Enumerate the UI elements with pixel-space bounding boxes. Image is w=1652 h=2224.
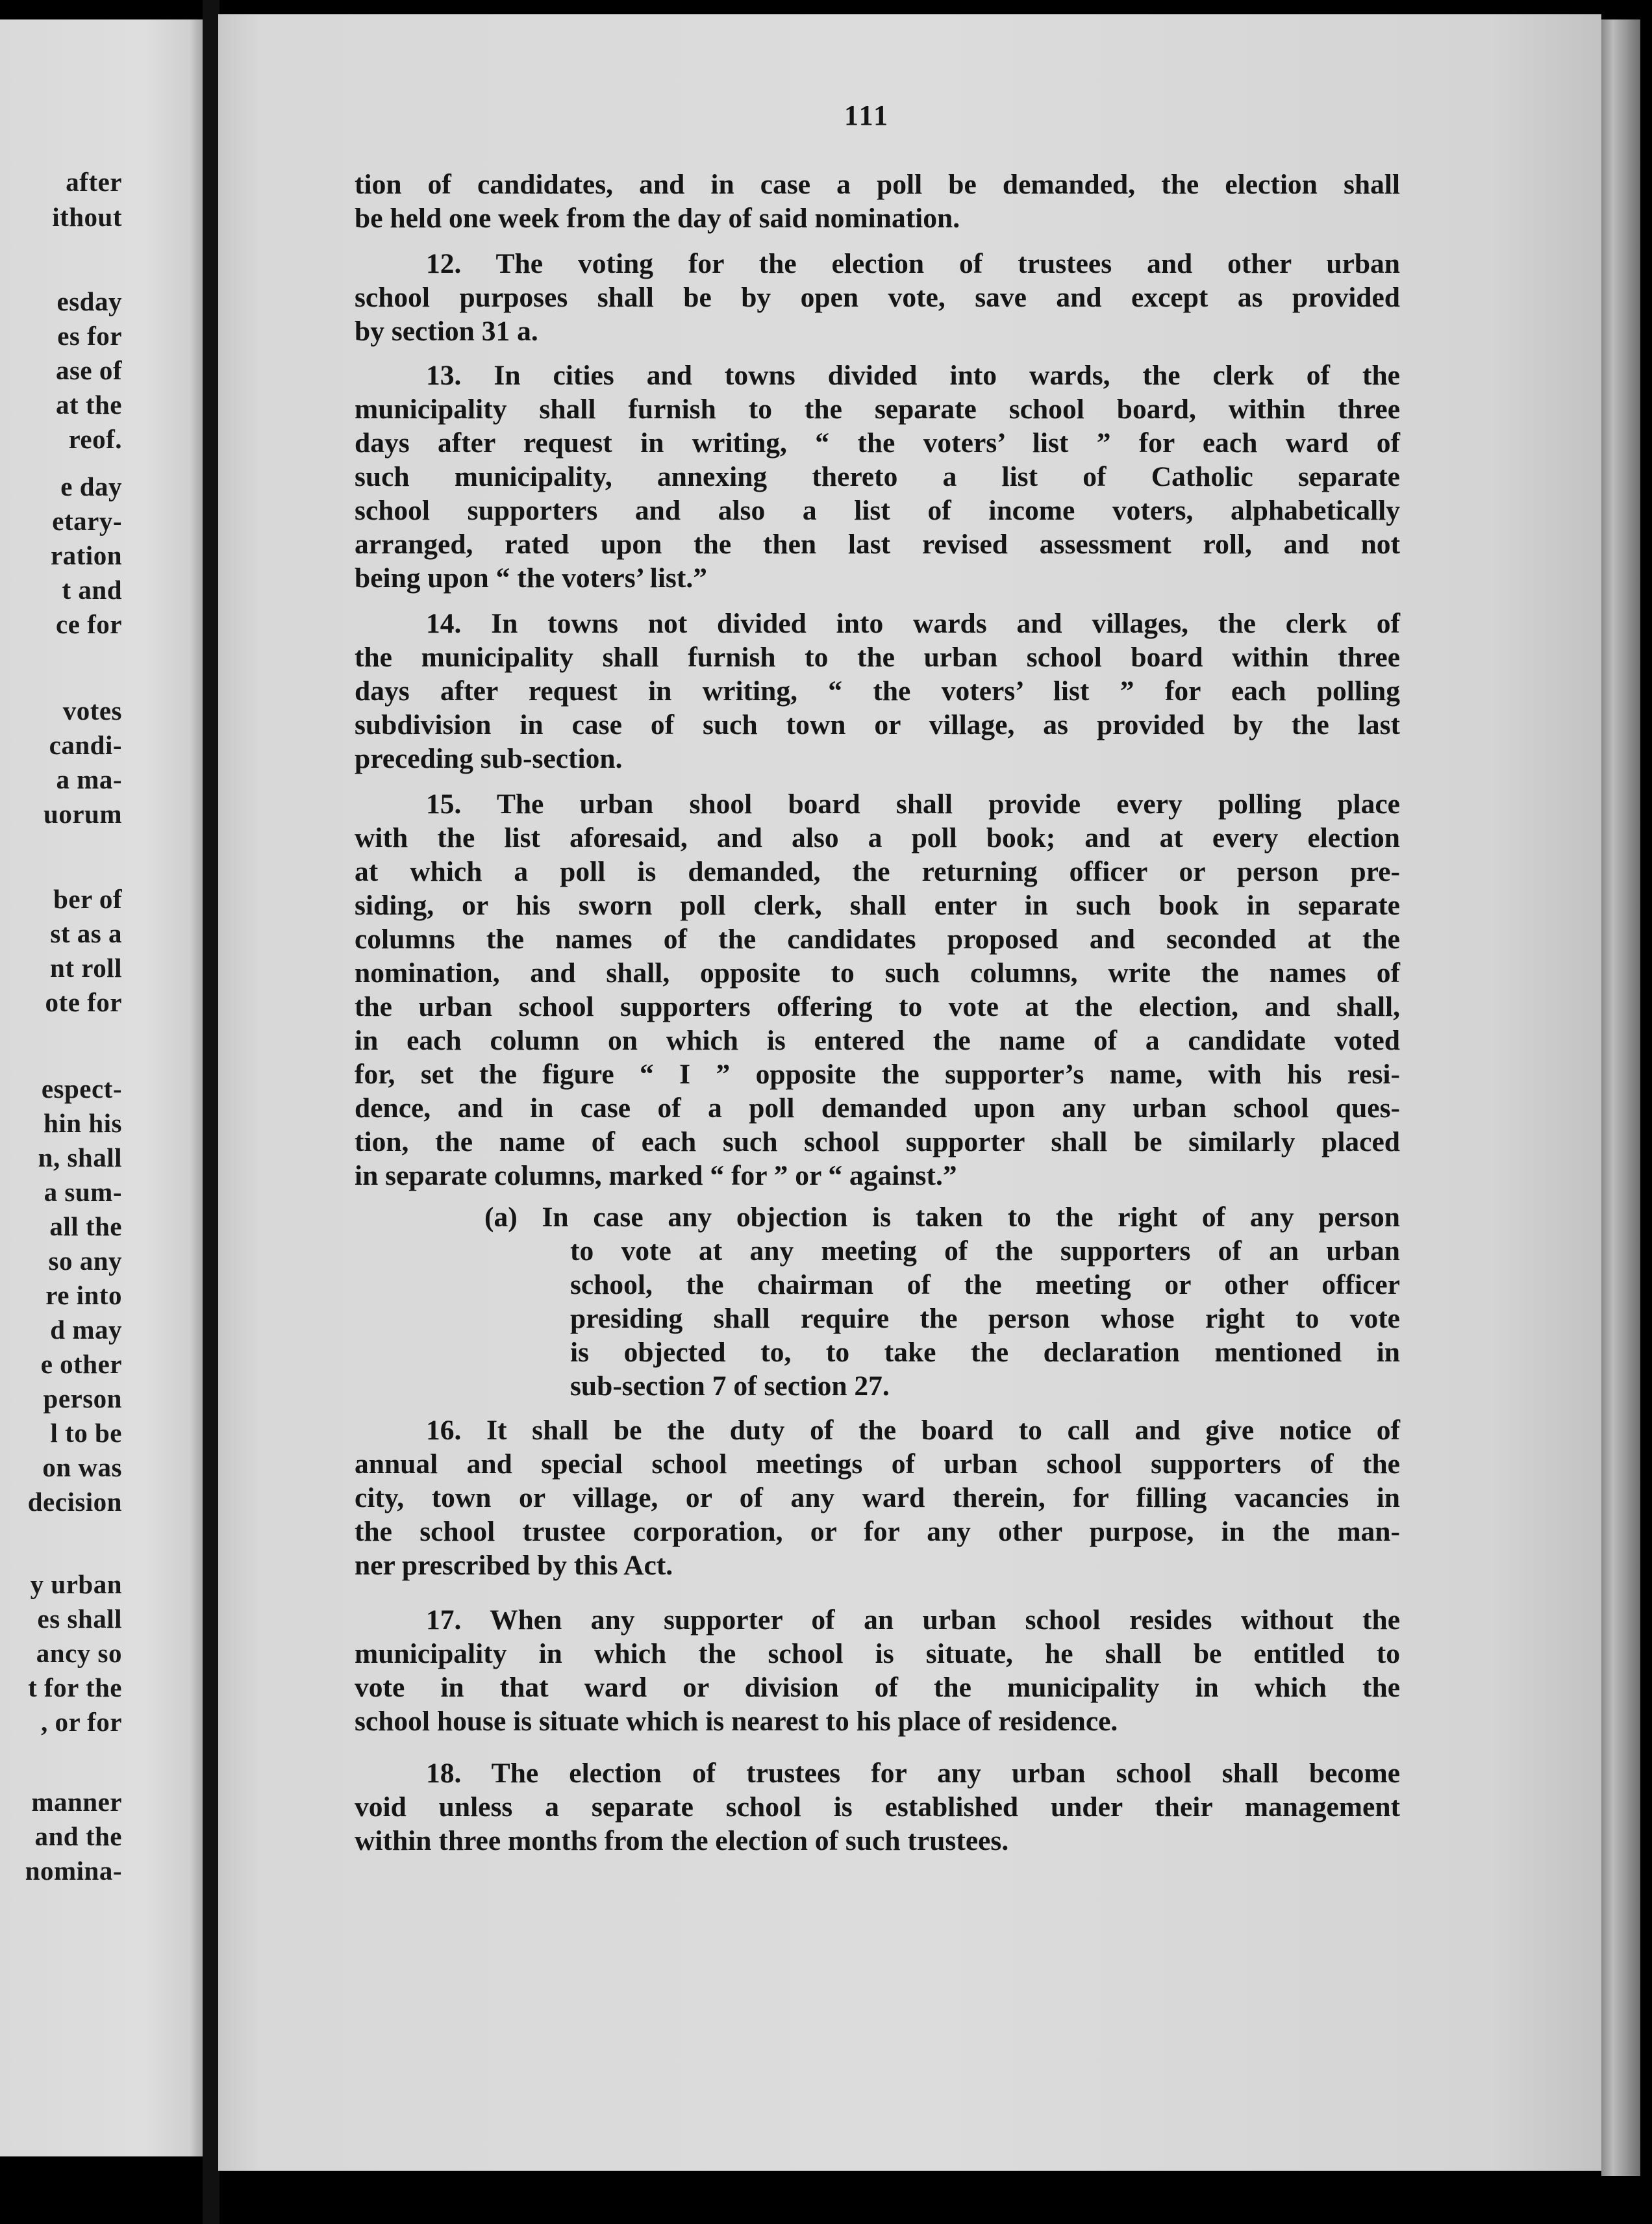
- left-fragment: espect-: [41, 1074, 122, 1104]
- left-fragment: y urban: [30, 1569, 122, 1599]
- left-fragment: re into: [45, 1280, 122, 1310]
- text-line: with the list aforesaid, and also a poll book; and at every election: [355, 822, 1400, 853]
- left-fragment: ase of: [55, 355, 122, 385]
- left-fragment: ber of: [53, 884, 122, 914]
- text-line: school, the chairman of the meeting or other officer: [570, 1269, 1400, 1300]
- left-fragment: ration: [50, 540, 122, 570]
- page-edge: [1601, 19, 1640, 2176]
- left-fragment: n, shall: [38, 1143, 122, 1172]
- text-line: columns the names of the candidates proposed and seconded at the: [355, 924, 1400, 955]
- text-line: in each column on which is entered the name of a candidate voted: [355, 1025, 1400, 1056]
- section-18-line: 18. The election of trustees for any urban school shall become: [426, 1758, 1400, 1789]
- text-line: sub-section 7 of section 27.: [570, 1371, 890, 1402]
- left-fragment: st as a: [50, 918, 122, 948]
- text-line: preceding sub-section.: [355, 743, 623, 774]
- section-16-line: 16. It shall be the duty of the board to call and give notice of: [426, 1415, 1400, 1446]
- text-line: presiding shall require the person whose right to vote: [570, 1303, 1400, 1334]
- text-line: ner prescribed by this Act.: [355, 1550, 673, 1581]
- left-fragment: person: [43, 1384, 122, 1413]
- left-fragment: e day: [60, 472, 122, 501]
- left-fragment: ancy so: [36, 1638, 122, 1668]
- previous-page-sliver: [0, 19, 206, 2156]
- text-line: tion, the name of each such school supporter shall be similarly placed: [355, 1126, 1400, 1157]
- text-line: be held one week from the day of said nomination.: [355, 203, 960, 234]
- left-fragment: votes: [62, 696, 122, 726]
- left-fragment: a ma-: [56, 764, 122, 794]
- text-line: the school trustee corporation, or for any other purpose, in the man-: [355, 1516, 1400, 1547]
- text-line: vote in that ward or division of the municipality in which the: [355, 1672, 1400, 1703]
- text-line: school purposes shall be by open vote, save and except as provided: [355, 282, 1400, 313]
- left-fragment: nomina-: [25, 1856, 122, 1886]
- text-line: such municipality, annexing thereto a list of Catholic separate: [355, 461, 1400, 492]
- left-fragment: ithout: [52, 202, 122, 232]
- left-fragment: t and: [62, 575, 122, 605]
- left-fragment: and the: [34, 1821, 122, 1851]
- subsection-a-line: (a) In case any objection is taken to the right of any person: [484, 1202, 1400, 1233]
- left-fragment: nt roll: [50, 953, 122, 983]
- left-fragment: uorum: [44, 799, 122, 829]
- section-12-line: 12. The voting for the election of trustees and other urban: [426, 248, 1400, 279]
- text-line: the urban school supporters offering to vote at the election, and shall,: [355, 991, 1400, 1022]
- text-line: municipality shall furnish to the separate school board, within three: [355, 394, 1400, 425]
- text-line: tion of candidates, and in case a poll be demanded, the election shall: [355, 169, 1400, 200]
- left-fragment: a sum-: [44, 1177, 122, 1207]
- text-line: school supporters and also a list of income voters, alphabetically: [355, 495, 1400, 526]
- text-line: subdivision in case of such town or village, as provided by the last: [355, 709, 1400, 740]
- left-fragment: on was: [42, 1452, 122, 1482]
- text-line: days after request in writing, “ the voters’ list ” for each ward of: [355, 427, 1400, 459]
- text-line: city, town or village, or of any ward therein, for filling vacancies in: [355, 1482, 1400, 1513]
- left-fragment: ce for: [56, 609, 122, 639]
- text-line: for, set the figure “ I ” opposite the supporter’s name, with his resi-: [355, 1059, 1400, 1090]
- text-line: is objected to, to take the declaration mentioned in: [570, 1337, 1400, 1368]
- left-fragment: l to be: [50, 1418, 122, 1448]
- left-fragment: all the: [49, 1211, 122, 1241]
- section-17-line: 17. When any supporter of an urban school resides without the: [426, 1604, 1400, 1636]
- text-line: the municipality shall furnish to the urban school board within three: [355, 642, 1400, 673]
- text-line: school house is situate which is nearest to his place of residence.: [355, 1706, 1118, 1737]
- text-line: at which a poll is demanded, the returning officer or person pre-: [355, 856, 1400, 887]
- left-fragment: t for the: [28, 1673, 122, 1702]
- text-line: in separate columns, marked “ for ” or “ against.”: [355, 1160, 957, 1191]
- left-fragment: , or for: [40, 1707, 122, 1737]
- left-fragment: es shall: [37, 1604, 122, 1634]
- section-14-line: 14. In towns not divided into wards and villages, the clerk of: [426, 608, 1400, 639]
- text-line: to vote at any meeting of the supporters of an urban: [570, 1235, 1400, 1267]
- text-line: within three months from the election of such trustees.: [355, 1825, 1009, 1856]
- section-15-line: 15. The urban shool board shall provide every polling place: [426, 789, 1400, 820]
- text-line: annual and special school meetings of urban school supporters of the: [355, 1448, 1400, 1480]
- text-line: siding, or his sworn poll clerk, shall enter in such book in separate: [355, 890, 1400, 921]
- text-line: being upon “ the voters’ list.”: [355, 562, 707, 594]
- left-fragment: hin his: [44, 1108, 122, 1138]
- left-fragment: reof.: [68, 424, 122, 454]
- text-line: nomination, and shall, opposite to such columns, write the names of: [355, 957, 1400, 989]
- text-line: municipality in which the school is situate, he shall be entitled to: [355, 1638, 1400, 1669]
- left-fragment: d may: [50, 1315, 122, 1345]
- left-fragment: at the: [55, 390, 122, 420]
- text-line: by section 31 a.: [355, 316, 538, 347]
- left-fragment: so any: [48, 1246, 122, 1276]
- left-fragment: e other: [40, 1349, 122, 1379]
- text-line: arranged, rated upon the then last revised assessment roll, and not: [355, 529, 1400, 560]
- left-fragment: candi-: [49, 730, 122, 760]
- text-line: dence, and in case of a poll demanded upon any urban school ques-: [355, 1093, 1400, 1124]
- left-fragment: decision: [27, 1487, 122, 1517]
- page-number: 111: [844, 99, 890, 131]
- left-fragment: esday: [56, 286, 122, 316]
- text-line: days after request in writing, “ the voters’ list ” for each polling: [355, 676, 1400, 707]
- section-13-line: 13. In cities and towns divided into wards, the clerk of the: [426, 360, 1400, 391]
- left-fragment: es for: [57, 321, 122, 351]
- left-fragment: etary-: [52, 506, 122, 536]
- book-gutter: [203, 0, 219, 2224]
- left-fragment: ote for: [45, 987, 122, 1017]
- left-fragment: after: [66, 167, 122, 197]
- text-line: void unless a separate school is established under their management: [355, 1791, 1400, 1823]
- left-fragment: manner: [31, 1787, 122, 1817]
